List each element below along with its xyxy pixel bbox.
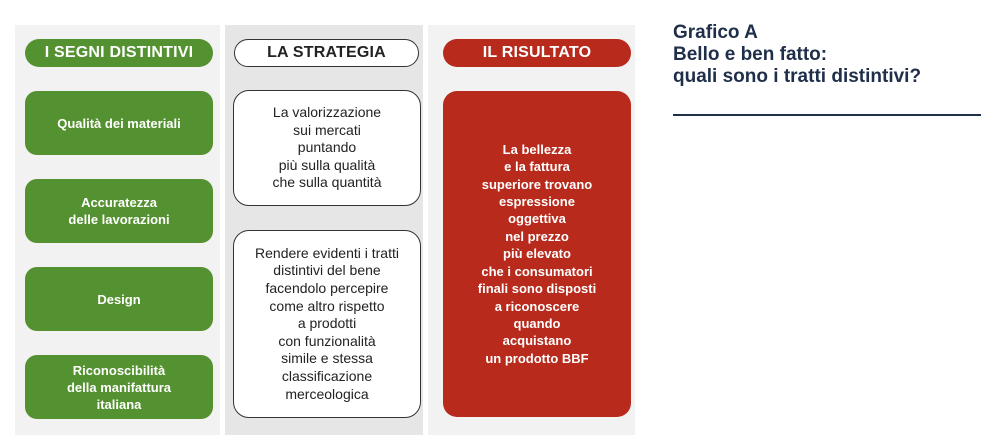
strategy-header: LA STRATEGIA [234,39,419,67]
strategy-box-distinctiveness: Rendere evidenti i tratti distintivi del bene facendolo percepire come altro rispetto a prodotti con funzionalità simile e stessa classificazione merceologica [233,230,421,418]
result-box: La bellezza e la fattura superiore trovano espressione oggettiva nel prezzo più elevato che i consumatori finali sono disposti a riconoscere quando acquistano un prodotto BBF [443,91,631,417]
strategy-box-valorization: La valorizzazione sui mercati puntando più sulla qualità che sulla quantità [233,90,421,206]
chart-title-line-3: quali sono i tratti distintivi? [673,66,922,87]
chart-title-line-1: Grafico A [673,22,758,43]
result-header: IL RISULTATO [443,39,631,67]
sign-box-workmanship: Accuratezza delle lavorazioni [25,179,213,243]
sign-box-materials: Qualità dei materiali [25,91,213,155]
sign-box-recognizability: Riconoscibilità della manifattura italiana [25,355,213,419]
sign-box-design: Design [25,267,213,331]
chart-title-line-2: Bello e ben fatto: [673,44,828,65]
chart-title [673,22,983,88]
signs-header: I SEGNI DISTINTIVI [25,39,213,67]
title-divider [673,114,981,116]
